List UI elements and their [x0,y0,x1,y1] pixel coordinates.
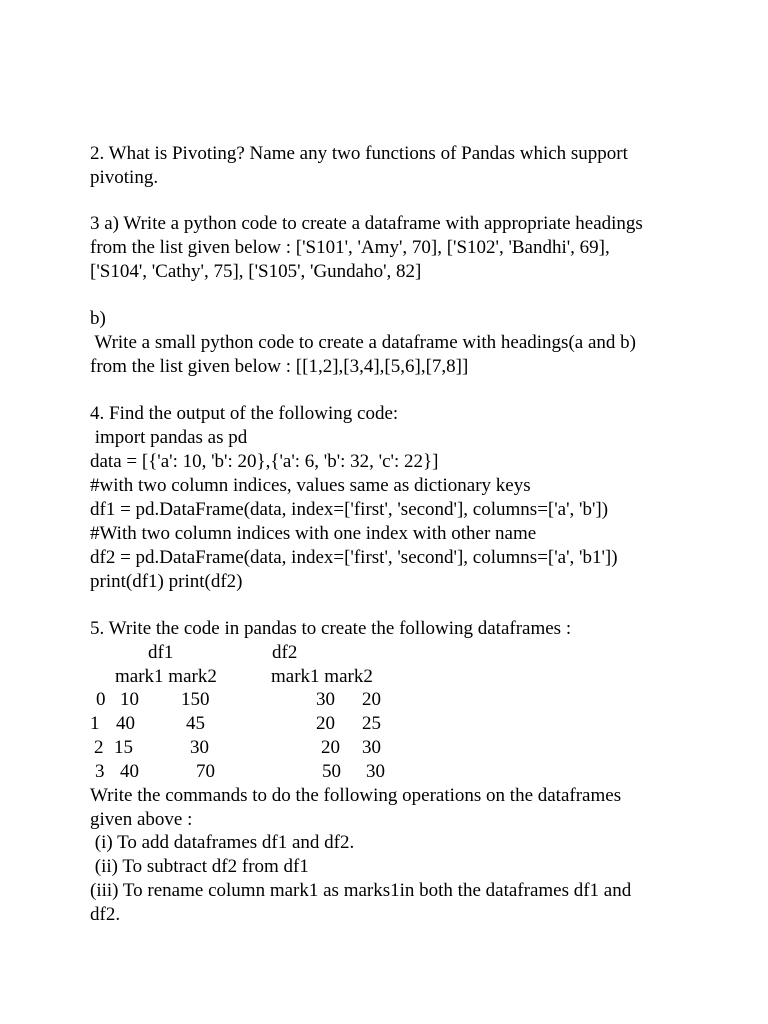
df2-mark2-cell: 30 [362,737,381,758]
question-3a-line-1: 3 a) Write a python code to create a dataframe with appropriate headings [90,213,643,234]
row-index: 1 [90,713,100,734]
df2-mark1-cell: 30 [316,689,335,710]
code-line: print(df1) print(df2) [90,571,243,592]
df1-mark2-cell: 70 [196,761,215,782]
df2-mark2-cell: 20 [362,689,381,710]
question-3a-line-3: ['S104', 'Cathy', 75], ['S105', 'Gundaho', 82] [90,261,422,282]
code-line: df2 = pd.DataFrame(data, index=['first', 'second'], columns=['a', 'b1']) [90,547,618,568]
code-line: #With two column indices with one index with other name [90,523,537,544]
question-3a-line-2: from the list given below : ['S101', 'Amy', 70], ['S102', 'Bandhi', 69], [90,237,610,258]
question-3b-label: b) [90,308,106,329]
question-3b-line-1: Write a small python code to create a dataframe with headings(a and b) [90,332,636,353]
df1-title: df1 [148,642,174,663]
df2-mark1-cell: 20 [316,713,335,734]
df1-mark1-cell: 15 [114,737,133,758]
df2-mark2-cell: 30 [366,761,385,782]
question-3b-line-2: from the list given below : [[1,2],[3,4],[5,6],[7,8]] [90,356,469,377]
df1-mark1-cell: 10 [120,689,139,710]
row-index: 3 [95,761,105,782]
df2-header: mark1 mark2 [271,666,373,687]
df1-header: mark1 mark2 [115,666,217,687]
df1-mark2-cell: 30 [190,737,209,758]
operation-iii-line-2: df2. [90,904,121,925]
question-2-line-1: 2. What is Pivoting? Name any two functions of Pandas which support [90,143,628,164]
df2-mark1-cell: 20 [321,737,340,758]
code-line: #with two column indices, values same as dictionary keys [90,475,531,496]
question-2-line-2: pivoting. [90,167,159,188]
question-4-line: 4. Find the output of the following code: [90,403,399,424]
df1-mark2-cell: 45 [186,713,205,734]
df2-mark2-cell: 25 [362,713,381,734]
operation-iii-line-1: (iii) To rename column mark1 as marks1in both the dataframes df1 and [90,880,632,901]
code-line: df1 = pd.DataFrame(data, index=['first', 'second'], columns=['a', 'b']) [90,499,609,520]
df1-mark1-cell: 40 [120,761,139,782]
df2-title: df2 [272,642,298,663]
row-index: 2 [94,737,104,758]
code-line: import pandas as pd [90,427,248,448]
df1-mark2-cell: 150 [181,689,210,710]
operations-intro-line-1: Write the commands to do the following operations on the dataframes [90,785,622,806]
row-index: 0 [96,689,106,710]
code-line: data = [{'a': 10, 'b': 20},{'a': 6, 'b': 32, 'c': 22}] [90,451,439,472]
df2-mark1-cell: 50 [322,761,341,782]
question-5-intro: 5. Write the code in pandas to create the following dataframes : [90,618,572,639]
operation-i: (i) To add dataframes df1 and df2. [90,832,355,853]
operations-intro-line-2: given above : [90,809,193,830]
df1-mark1-cell: 40 [116,713,135,734]
operation-ii: (ii) To subtract df2 from df1 [90,856,309,877]
